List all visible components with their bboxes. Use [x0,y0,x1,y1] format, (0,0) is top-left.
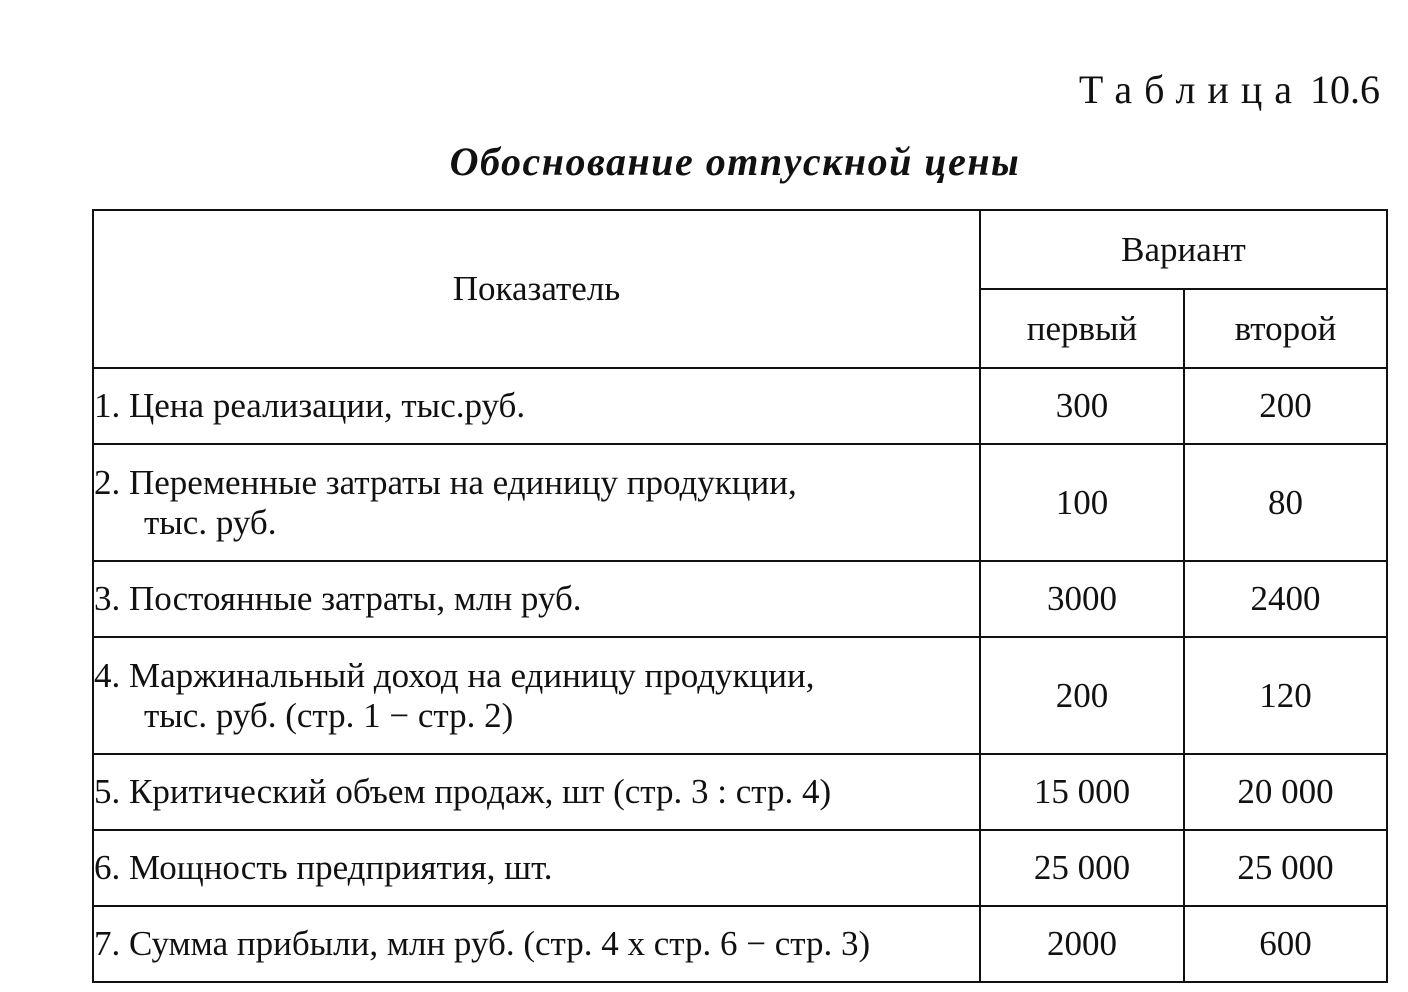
row-label-text: 6. Мощность предприятия, шт. [94,848,553,887]
row-label-text: 4. Маржинальный доход на единицу продукции, [94,655,815,695]
table-row [93,754,1387,830]
row-value-first: 100 [980,444,1184,561]
row-value-first: 2000 [980,906,1184,982]
row-value-first: 3000 [980,561,1184,637]
row-label-text: 3. Постоянные затраты, млн руб. [94,579,582,618]
row-label-text: 2. Переменные затраты на единицу продукции, [94,462,797,502]
row-label [93,561,980,637]
table-title: Обоснование отпускной цены [449,139,1021,184]
row-label-continuation: тыс. руб. [144,502,277,542]
row-value-second: 25 000 [1184,830,1387,906]
table-number-value: 10.6 [1310,67,1380,112]
row-value-second: 20 000 [1184,754,1387,830]
table-row [93,368,1387,444]
row-value-second: 80 [1184,444,1387,561]
row-value-second: 2400 [1184,561,1387,637]
row-value-first: 200 [980,637,1184,754]
header-first: первый [980,289,1184,368]
row-value-second: 200 [1184,368,1387,444]
row-label-text: 1. Цена реализации, тыс.руб. [94,386,526,425]
row-label [93,368,980,444]
row-label-text: 7. Сумма прибыли, млн руб. (стр. 4 x стр. 6 − стр. 3) [94,924,871,963]
row-label [93,906,980,982]
price-justification-table [92,209,1388,983]
row-label [93,444,980,561]
row-value-first: 300 [980,368,1184,444]
row-label [93,637,980,754]
table-row [93,444,1387,561]
table-row [93,830,1387,906]
header-variant: Вариант [980,210,1387,289]
table-number-prefix: Таблица [1078,67,1304,112]
row-label-continuation: тыс. руб. (стр. 1 − стр. 2) [144,695,514,735]
row-label-text: 5. Критический объем продаж, шт (стр. 3 : стр. 4) [94,772,832,811]
row-value-first: 25 000 [980,830,1184,906]
table-row [93,906,1387,982]
row-label [93,830,980,906]
table-number [1079,66,1380,113]
row-value-first: 15 000 [980,754,1184,830]
header-second: второй [1184,289,1387,368]
row-label [93,754,980,830]
row-value-second: 120 [1184,637,1387,754]
table-row [93,637,1387,754]
table-row [93,561,1387,637]
row-value-second: 600 [1184,906,1387,982]
header-indicator: Показатель [93,210,980,368]
